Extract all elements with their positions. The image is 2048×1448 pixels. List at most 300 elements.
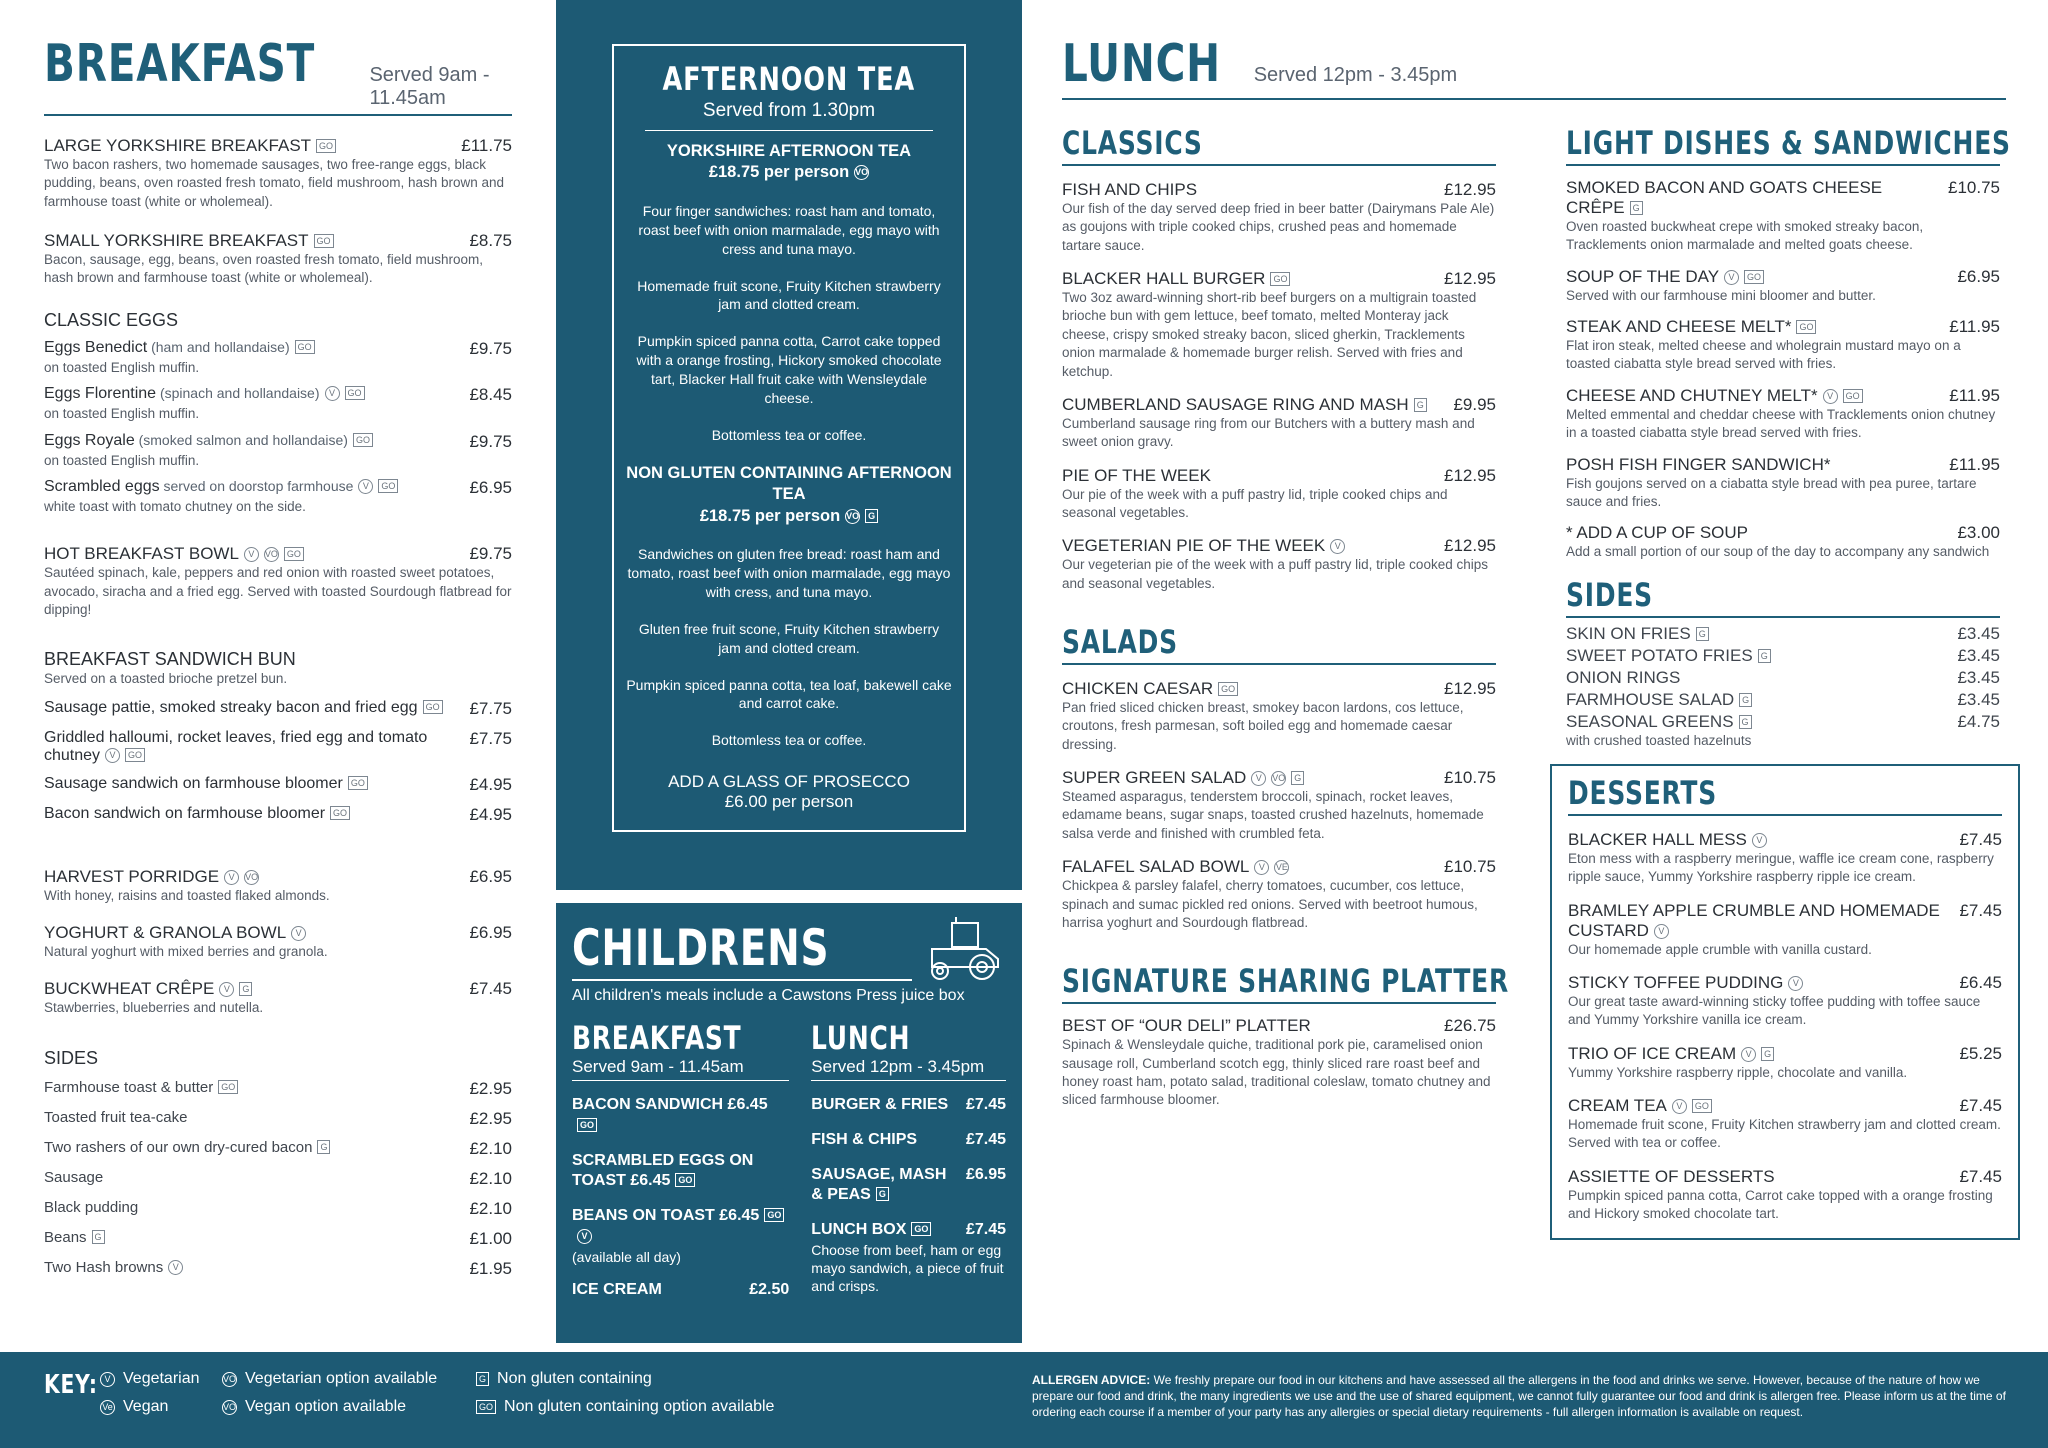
- breakfast-served: Served 9am - 11.45am: [369, 64, 490, 109]
- item-price: £11.95: [1949, 317, 2000, 337]
- menu-item: [1062, 395, 1496, 452]
- tea-paragraph: Bottomless tea or coffee.: [711, 732, 867, 749]
- gluten-free-icon: G: [239, 982, 252, 996]
- item-name: TRIO OF ICE CREAM V G: [1568, 1044, 1774, 1064]
- vegetarian-option-icon: VO: [1271, 771, 1286, 786]
- side-item: [1566, 690, 2000, 710]
- item-name: STICKY TOFFEE PUDDING V: [1568, 973, 1803, 993]
- menu-item: [44, 231, 512, 288]
- lunch-sides-title: SIDES: [1566, 575, 1653, 614]
- item-price: £6.95: [469, 477, 512, 497]
- childrens-item-price: £6.95: [965, 1165, 1006, 1183]
- item-name: FISH AND CHIPS: [1062, 180, 1198, 199]
- gluten-free-icon: G: [1739, 715, 1752, 729]
- gluten-free-option-icon: GO: [1692, 1099, 1712, 1113]
- platter-desc: Spinach & Wensleydale quiche, traditional pork pie, caramelised onion sausage roll, Cumberland scotch egg, thinly sliced rare roast beef and honey roast ham, potato salad, traditional coleslaw, tomato chutney and sliced farmhouse bloomer.: [1062, 1037, 1491, 1108]
- gluten-free-option-icon: GO: [423, 700, 443, 714]
- childrens-item-desc: (available all day): [572, 1248, 681, 1265]
- childrens-item-name: BEANS ON TOAST £6.45 GOV: [572, 1206, 789, 1248]
- item-name: CUMBERLAND SAUSAGE RING AND MASH G: [1062, 395, 1427, 415]
- menu-item: [1062, 679, 1496, 754]
- item-note: (spinach and hollandaise): [156, 385, 320, 402]
- side-name: SWEET POTATO FRIES G: [1566, 646, 1771, 666]
- gluten-free-icon: G: [317, 1140, 330, 1154]
- afternoon-tea-served: Served from 1.30pm: [702, 100, 876, 121]
- afternoon-tea-box: [612, 44, 966, 832]
- item-price: £8.75: [469, 231, 512, 251]
- lunch-column: [1062, 0, 2011, 1240]
- side-item: [44, 1079, 512, 1099]
- item-price: £3.00: [1957, 523, 2000, 543]
- item-price: £6.95: [469, 866, 512, 886]
- key-vegetarian-option: VO Vegetarian option available: [223, 1370, 438, 1387]
- side-name: Toasted fruit tea-cake: [44, 1108, 188, 1126]
- item-name: CHICKEN CAESAR GO: [1062, 679, 1238, 699]
- childrens-breakfast-served: Served 9am - 11.45am: [572, 1057, 789, 1081]
- item-price: £4.95: [469, 774, 512, 794]
- item-name: Eggs Royale (smoked salmon and hollandaise) GO: [44, 432, 373, 450]
- afternoon-tea-title: AFTERNOON TEA: [662, 60, 916, 98]
- item-name: Sausage sandwich on farmhouse bloomer GO: [44, 775, 368, 793]
- item-desc: Flat iron steak, melted cheese and wholegrain mustard mayo on a toasted ciabatta style bread served with fries.: [1566, 338, 1961, 372]
- vegetarian-icon: V: [168, 1260, 183, 1275]
- side-name: ONION RINGS: [1566, 667, 1681, 687]
- menu-item: [1566, 267, 2000, 305]
- menu-item: [44, 136, 512, 211]
- gluten-free-option-icon: GO: [476, 1400, 496, 1414]
- breakfast-header: [44, 34, 512, 116]
- vegetarian-icon: V: [325, 386, 340, 401]
- vegetarian-icon: V: [1752, 833, 1767, 848]
- platter-item: [1062, 1016, 1496, 1109]
- menu-item: [1566, 386, 2000, 443]
- gluten-free-option-icon: GO: [353, 433, 373, 447]
- item-desc: Chickpea & parsley falafel, cherry tomatoes, cucumber, cos lettuce, spinach and sumac pickled red onions. Served with beetroot humous, harrisa yoghurt and Sourdough flatbread.: [1062, 878, 1478, 930]
- side-name: SKIN ON FRIES G: [1566, 624, 1709, 644]
- item-name: PIE OF THE WEEK: [1062, 465, 1211, 485]
- side-price: £3.45: [1957, 645, 2000, 665]
- item-desc: Cumberland sausage ring from our Butchers with a buttery mash and sweet onion gravy.: [1062, 415, 1475, 450]
- desserts-box: [1550, 764, 2020, 1240]
- item-name: BUCKWHEAT CRÊPE V G: [44, 979, 252, 999]
- item-price: £10.75: [1948, 178, 2000, 197]
- item-price: £11.75: [461, 136, 512, 155]
- item-price: £9.75: [469, 338, 512, 358]
- item-note: served on doorstop farmhouse: [159, 477, 354, 494]
- childrens-lunch-title: LUNCH: [811, 1019, 911, 1057]
- menu-item: [1566, 317, 2000, 374]
- menu-item: [1062, 466, 1496, 523]
- item-desc: Eton mess with a raspberry meringue, waffle ice cream cone, raspberry ripple sauce, Yummy Yorkshire raspberry ripple ice cream.: [1568, 850, 1994, 885]
- gluten-free-option-icon: GO: [316, 139, 336, 153]
- item-price: £10.75: [1444, 857, 1496, 877]
- item-desc: white toast with tomato chutney on the side.: [44, 498, 306, 514]
- item-name: CHEESE AND CHUTNEY MELT* V GO: [1566, 386, 1863, 406]
- item-note: (ham and hollandaise): [147, 338, 290, 355]
- item-name: Eggs Florentine (spinach and hollandaise) V GO: [44, 385, 365, 403]
- salads-title: SALADS: [1062, 623, 1178, 662]
- lunch-title: LUNCH: [1062, 34, 1221, 94]
- yorkshire-tea-price: £18.75 per person: [708, 163, 850, 182]
- allergen-advice: ALLERGEN ADVICE: We freshly prepare our food in our kitchens and have assessed all the allergens in the food and drinks we serve. However, because of the nature of how we prepare our food and drink, the many ingredients we use and the use of shared equipment, we cannot fully guarantee our food and drink is allergen free. Please inform us at the time of ordering each course if a member of your party has any allergies or special dietary requirements - full allergen information is available on request.: [1032, 1373, 2006, 1420]
- item-desc: Pan fried sliced chicken breast, smokey bacon lardons, cos lettuce, croutons, fresh parmesan, soft boiled egg and homemade caesar dressing.: [1062, 700, 1464, 752]
- vegetarian-icon: V: [1724, 270, 1739, 285]
- gluten-free-icon: G: [1291, 771, 1304, 785]
- lunch-right-column: [1566, 110, 2011, 1240]
- lunch-served: Served 12pm - 3.45pm: [1253, 64, 1458, 86]
- side-item: [44, 1139, 512, 1159]
- menu-item: [1568, 1044, 2002, 1082]
- childrens-panel: [556, 903, 1022, 1343]
- side-price: £3.45: [1957, 689, 2000, 709]
- menu-item: [1568, 973, 2002, 1030]
- vegetarian-icon: V: [1788, 976, 1803, 991]
- side-item: [44, 1259, 512, 1279]
- vegetarian-icon: V: [1741, 1047, 1756, 1062]
- key-vegan: Ve Vegan: [100, 1398, 168, 1416]
- item-desc: With honey, raisins and toasted flaked almonds.: [44, 887, 330, 903]
- vegetarian-icon: V: [291, 926, 306, 941]
- item-name: HOT BREAKFAST BOWL V VO GO: [44, 544, 304, 564]
- menu-item: [44, 729, 512, 765]
- non-gluten-tea-price: £18.75 per person: [699, 506, 841, 525]
- item-desc: on toasted English muffin.: [44, 452, 200, 468]
- item-name: LARGE YORKSHIRE BREAKFAST GO: [44, 136, 336, 156]
- item-name: SMALL YORKSHIRE BREAKFAST GO: [44, 231, 334, 251]
- sandwich-bun-note: Served on a toasted brioche pretzel bun.: [44, 671, 288, 687]
- childrens-item: [572, 1151, 789, 1193]
- tea-paragraph: Four finger sandwiches: roast ham and tomato, roast beef with onion marmalade, egg mayo with cress and tuna mayo.: [638, 202, 940, 257]
- side-item: [1566, 712, 2000, 732]
- gluten-free-icon: G: [92, 1230, 105, 1244]
- afternoon-tea-panel: [556, 0, 1022, 890]
- vegetarian-icon: V: [105, 748, 120, 763]
- childrens-item: [572, 1280, 789, 1301]
- childrens-item-name: ICE CREAM: [572, 1280, 662, 1298]
- side-name: Black pudding: [44, 1198, 139, 1216]
- menu-item: [44, 385, 512, 423]
- afternoon-tea-divider: [645, 130, 933, 131]
- side-name: Farmhouse toast & butter GO: [44, 1079, 238, 1099]
- item-name: SMOKED BACON AND GOATS CHEESE CRÊPE G: [1566, 178, 1883, 217]
- item-desc: Natural yoghurt with mixed berries and granola.: [44, 944, 328, 960]
- gluten-free-option-icon: GO: [348, 776, 368, 790]
- breakfast-column: [44, 0, 512, 1279]
- childrens-divider: [572, 979, 912, 981]
- item-name: Scrambled eggs served on doorstop farmhouse V GO: [44, 478, 398, 496]
- gluten-free-option-icon: GO: [378, 479, 398, 493]
- tea-paragraph: Pumpkin spiced panna cotta, Carrot cake topped with a orange frosting, Hickory smoked chocolate tart, Blacker Hall fruit cake with Wensleydale cheese.: [636, 333, 942, 406]
- side-item: [44, 1199, 512, 1219]
- side-item: [44, 1109, 512, 1129]
- key-vegetarian: V Vegetarian: [100, 1370, 200, 1388]
- item-price: £7.45: [469, 979, 512, 999]
- item-desc: Stawberries, blueberries and nutella.: [44, 1000, 264, 1016]
- lunch-sides-note: with crushed toasted hazelnuts: [1566, 732, 1752, 748]
- item-name: Sausage pattie, smoked streaky bacon and fried egg GO: [44, 699, 443, 717]
- vegetarian-icon: V: [1672, 1099, 1687, 1114]
- childrens-item: [572, 1206, 789, 1266]
- gluten-free-icon: G: [1739, 693, 1752, 707]
- item-desc: Served with our farmhouse mini bloomer and butter.: [1566, 287, 1876, 303]
- childrens-item-price: £2.50: [749, 1280, 790, 1298]
- menu-item: [1062, 180, 1496, 255]
- item-name: Bacon sandwich on farmhouse bloomer GO: [44, 805, 350, 823]
- item-price: £9.75: [469, 431, 512, 451]
- item-name: HARVEST PORRIDGE V VO: [44, 866, 259, 886]
- side-price: £1.95: [469, 1258, 512, 1278]
- item-name: YOGHURT & GRANOLA BOWL V: [44, 923, 306, 943]
- platter-name: BEST OF “OUR DELI” PLATTER: [1062, 1016, 1311, 1036]
- item-desc: Bacon, sausage, egg, beans, oven roasted fresh tomato, field mushroom, hash brown and farmhouse toast (white or wholemeal).: [44, 252, 484, 286]
- item-desc: Our fish of the day served deep fried in beer batter (Dairymans Pale Ale) as goujons with triple cooked chips, crushed peas and homemade tartare sauce.: [1062, 201, 1495, 253]
- side-item: [44, 1229, 512, 1249]
- prosecco-price: £6.00 per person: [724, 792, 854, 812]
- tractor-icon: [922, 915, 1006, 981]
- vegetarian-option-icon: VO: [845, 509, 860, 524]
- vegan-option-icon: VO: [222, 1400, 237, 1415]
- side-name: SEASONAL GREENS G: [1566, 712, 1752, 732]
- item-name: FALAFEL SALAD BOWL V VE: [1062, 857, 1288, 877]
- item-desc: Our pie of the week with a puff pastry lid, triple cooked chips and seasonal vegetables.: [1062, 486, 1448, 520]
- menu-item: [1062, 768, 1496, 843]
- item-price: £9.75: [469, 544, 512, 564]
- gluten-free-option-icon: GO: [218, 1080, 238, 1094]
- vegan-icon: VE: [1274, 860, 1289, 875]
- item-desc: Our homemade apple crumble with vanilla custard.: [1568, 941, 1872, 957]
- gluten-free-option-icon: GO: [675, 1173, 695, 1187]
- item-name: ASSIETTE OF DESSERTS: [1568, 1166, 1775, 1186]
- childrens-item-name: BURGER & FRIES: [811, 1096, 949, 1113]
- menu-item: [44, 478, 512, 516]
- menu-item: [1568, 830, 2002, 887]
- gluten-free-option-icon: GO: [314, 234, 334, 248]
- vegetarian-icon: V: [1254, 860, 1269, 875]
- side-item: [1566, 668, 2000, 688]
- vegetarian-icon: V: [1823, 389, 1838, 404]
- item-desc: Two bacon rashers, two homemade sausages, two free-range eggs, black pudding, beans, oven roasted fresh tomato, field mushroom, hash brown and farmhouse toast (white or wholemeal).: [44, 157, 505, 209]
- item-desc: Our vegeterian pie of the week with a puff pastry lid, triple cooked chips and seasonal vegetables.: [1062, 557, 1488, 591]
- childrens-item: [811, 1165, 1006, 1207]
- menu-item: [1062, 269, 1496, 381]
- gluten-free-option-icon: GO: [1796, 320, 1816, 334]
- item-price: £7.75: [469, 728, 512, 748]
- item-price: £7.45: [1959, 1096, 2002, 1116]
- gluten-free-option-icon: GO: [764, 1208, 784, 1222]
- item-desc: Homemade fruit scone, Fruity Kitchen strawberry jam and clotted cream. Served with tea or coffee.: [1568, 1117, 2001, 1151]
- side-item: [1566, 646, 2000, 666]
- platter-price: £26.75: [1444, 1016, 1496, 1036]
- non-gluten-tea-title: NON GLUTEN CONTAINING AFTERNOON TEA: [626, 463, 952, 504]
- menu-item: [44, 544, 512, 619]
- item-desc: Yummy Yorkshire raspberry ripple, chocolate and vanilla.: [1568, 1064, 1908, 1080]
- vegetarian-option-icon: VO: [854, 165, 869, 180]
- vegetarian-option-icon: VO: [244, 870, 259, 885]
- gluten-free-option-icon: GO: [1218, 682, 1238, 696]
- childrens-title: CHILDRENS: [572, 919, 830, 977]
- item-name: BLACKER HALL BURGER GO: [1062, 269, 1290, 289]
- middle-column: [556, 0, 1022, 1350]
- item-name: VEGETERIAN PIE OF THE WEEK V: [1062, 536, 1345, 556]
- item-price: £11.95: [1949, 385, 2000, 405]
- item-price: £6.95: [469, 923, 512, 943]
- gluten-free-option-icon: GO: [1744, 270, 1764, 284]
- tea-paragraph: Homemade fruit scone, Fruity Kitchen strawberry jam and clotted cream.: [637, 277, 941, 313]
- childrens-lunch-column: [811, 1019, 1006, 1301]
- item-price: £12.95: [1444, 536, 1496, 556]
- childrens-item-name: FISH & CHIPS: [811, 1130, 918, 1148]
- childrens-item-price: £7.45: [965, 1221, 1006, 1239]
- item-name: SUPER GREEN SALAD V VO G: [1062, 768, 1304, 788]
- side-price: £2.10: [469, 1138, 512, 1158]
- gluten-free-option-icon: GO: [1270, 272, 1290, 286]
- menu-item: [1568, 901, 2002, 959]
- light-dishes-title: LIGHT DISHES & SANDWICHES: [1566, 124, 2011, 162]
- vegetarian-icon: V: [244, 547, 259, 562]
- yorkshire-tea-title: YORKSHIRE AFTERNOON TEA: [666, 142, 912, 160]
- item-desc: Steamed asparagus, tenderstem broccoli, spinach, rocket leaves, edamame beans, sugar snaps, toasted crushed hazelnuts, homemade salsa verde and finished with crumbled feta.: [1062, 789, 1484, 841]
- item-name: POSH FISH FINGER SANDWICH*: [1566, 454, 1831, 474]
- item-desc: Fish goujons served on a ciabatta style bread with pea puree, tartare sauce and fries.: [1566, 475, 1977, 509]
- menu-item: [1062, 857, 1496, 932]
- gluten-free-icon: G: [476, 1372, 489, 1386]
- gluten-free-option-icon: GO: [1843, 389, 1863, 403]
- item-price: £7.45: [1959, 900, 2002, 920]
- gluten-free-option-icon: GO: [911, 1222, 931, 1236]
- menu-item: [44, 805, 512, 825]
- childrens-item: [572, 1095, 789, 1137]
- menu-item: [1568, 1167, 2002, 1224]
- item-desc: Add a small portion of our soup of the day to accompany any sandwich: [1566, 544, 1990, 560]
- side-price: £2.95: [469, 1108, 512, 1128]
- item-name: CREAM TEA V GO: [1568, 1096, 1712, 1116]
- side-name: Beans G: [44, 1229, 105, 1249]
- tea-paragraph: Sandwiches on gluten free bread: roast ham and tomato, roast beef with onion marmalade, egg mayo with cress, and tuna mayo.: [627, 546, 951, 600]
- gluten-free-icon: G: [1761, 1047, 1774, 1061]
- item-price: £11.95: [1949, 454, 2000, 474]
- key-vegan-option: VO Vegan option available: [223, 1398, 407, 1415]
- side-price: £3.45: [1957, 623, 2000, 643]
- side-price: £2.10: [469, 1198, 512, 1218]
- classic-eggs-label: CLASSIC EGGS: [44, 309, 179, 330]
- item-price: £5.25: [1959, 1043, 2002, 1063]
- desserts-title: DESSERTS: [1568, 773, 1717, 812]
- side-name: FARMHOUSE SALAD G: [1566, 690, 1752, 710]
- side-name: Sausage: [44, 1168, 104, 1186]
- breakfast-sides-label: SIDES: [44, 1047, 99, 1068]
- vegetarian-icon: V: [1330, 539, 1345, 554]
- childrens-item-name: LUNCH BOX GO: [811, 1220, 931, 1241]
- menu-item: [44, 432, 512, 470]
- item-price: £6.45: [1959, 973, 2002, 993]
- menu-item: [44, 979, 512, 1017]
- key-non-gluten: G Non gluten containing: [476, 1370, 652, 1388]
- item-name: SOUP OF THE DAY V GO: [1566, 267, 1764, 287]
- gluten-free-icon: G: [876, 1187, 889, 1201]
- item-price: £9.95: [1453, 394, 1496, 414]
- menu-item: [1566, 523, 2000, 561]
- item-price: £7.45: [1959, 1166, 2002, 1186]
- gluten-free-icon: G: [1758, 649, 1771, 663]
- childrens-note: All children's meals include a Cawstons Press juice box: [572, 987, 965, 1004]
- item-desc: Sautéed spinach, kale, peppers and red onion with roasted sweet potatoes, avocado, siracha and a fried egg. Served with toasted Sourdough flatbread for dipping!: [44, 565, 512, 617]
- lunch-left-column: [1062, 110, 1510, 1240]
- menu-item: [1062, 536, 1496, 593]
- key-bar: [0, 1352, 2048, 1448]
- gluten-free-option-icon: GO: [125, 748, 145, 762]
- item-name: STEAK AND CHEESE MELT* GO: [1566, 317, 1816, 337]
- vegetarian-option-icon: VO: [264, 547, 279, 562]
- childrens-item-price: £7.45: [965, 1096, 1006, 1113]
- vegetarian-icon: V: [100, 1372, 115, 1387]
- gluten-free-option-icon: GO: [295, 340, 315, 354]
- childrens-item-price: £7.45: [965, 1130, 1006, 1148]
- item-note: (smoked salmon and hollandaise): [134, 431, 348, 448]
- item-price: £4.95: [469, 804, 512, 824]
- key-title: KEY:: [44, 1370, 98, 1400]
- vegan-icon: Ve: [100, 1400, 115, 1415]
- childrens-item-name: BACON SANDWICH £6.45GO: [572, 1096, 768, 1130]
- childrens-item-desc: Choose from beef, ham or egg mayo sandwich, a piece of fruit and crisps.: [811, 1241, 1004, 1295]
- item-desc: Pumpkin spiced panna cotta, Carrot cake topped with a orange frosting and Hickory smoked chocolate tart.: [1568, 1187, 1993, 1222]
- item-name: BRAMLEY APPLE CRUMBLE AND HOMEMADE CUSTARD V: [1568, 900, 1940, 940]
- item-price: £7.45: [1959, 829, 2002, 849]
- childrens-breakfast-title: BREAKFAST: [572, 1019, 742, 1057]
- item-price: £12.95: [1444, 269, 1496, 289]
- menu-item: [44, 775, 512, 795]
- side-price: £4.75: [1957, 711, 2000, 731]
- item-price: £10.75: [1444, 768, 1496, 788]
- side-item: [1566, 624, 2000, 644]
- menu-item: [1568, 1096, 2002, 1153]
- lunch-header: [1062, 34, 2006, 100]
- item-price: £7.75: [469, 698, 512, 718]
- vegetarian-icon: V: [358, 479, 373, 494]
- menu-item: [1566, 455, 2000, 512]
- menu-item: [44, 699, 512, 719]
- vegetarian-icon: V: [1251, 771, 1266, 786]
- gluten-free-option-icon: GO: [345, 386, 365, 400]
- item-price: £12.95: [1444, 679, 1496, 699]
- side-price: £2.95: [469, 1078, 512, 1098]
- menu-item: [44, 339, 512, 377]
- side-item: [44, 1169, 512, 1189]
- gluten-free-option-icon: GO: [330, 806, 350, 820]
- item-price: £12.95: [1444, 180, 1496, 199]
- side-price: £3.45: [1957, 667, 2000, 687]
- classics-title: CLASSICS: [1062, 124, 1203, 162]
- vegetarian-icon: V: [577, 1229, 592, 1244]
- vegetarian-icon: V: [224, 870, 239, 885]
- childrens-lunch-served: Served 12pm - 3.45pm: [811, 1057, 1006, 1081]
- gluten-free-option-icon: GO: [577, 1118, 597, 1132]
- item-desc: Two 3oz award-winning short-rib beef burgers on a multigrain toasted brioche bun with gem lettuce, beef tomato, melted Monteray jack cheese, crispy smoked streaky bacon, sliced gherkin, Tracklements onion marmalade & homemade burger relish. Served with fries and ketchup.: [1062, 290, 1477, 379]
- breakfast-title: BREAKFAST: [44, 34, 316, 94]
- item-desc: on toasted English muffin.: [44, 359, 200, 375]
- item-name: Griddled halloumi, rocket leaves, fried egg and tomato chutney V GO: [44, 728, 428, 764]
- item-desc: on toasted English muffin.: [44, 406, 200, 422]
- sandwich-bun-label: BREAKFAST SANDWICH BUN: [44, 649, 296, 670]
- item-price: £8.45: [469, 385, 512, 405]
- item-desc: Oven roasted buckwheat crepe with smoked streaky bacon, Tracklements onion marmalade and melted goats cheese.: [1566, 219, 1924, 253]
- item-desc: Melted emmental and cheddar cheese with Tracklements onion chutney in a toasted ciabatta style bread served with fries.: [1566, 406, 1996, 441]
- item-desc: Our great taste award-winning sticky toffee pudding with toffee sauce and Yummy Yorkshire vanilla ice cream.: [1568, 994, 1981, 1028]
- menu-item: [1566, 178, 2000, 255]
- vegetarian-icon: V: [1654, 924, 1669, 939]
- childrens-item: [811, 1130, 1006, 1151]
- menu-item: [44, 923, 512, 961]
- childrens-item: [811, 1220, 1006, 1295]
